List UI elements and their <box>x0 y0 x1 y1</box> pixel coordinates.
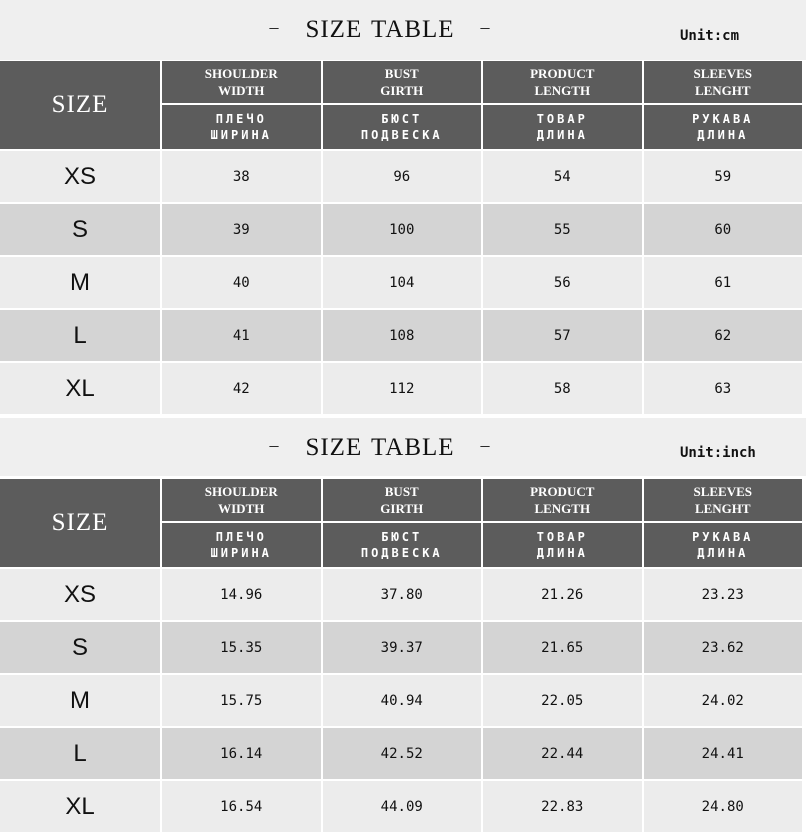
header-text-line: SHOULDER <box>204 66 278 81</box>
header-text-line: LENGHT <box>694 501 751 516</box>
header-ru-product <box>483 523 642 567</box>
title-dash-left: – <box>269 435 280 455</box>
size-cell: XS <box>0 151 160 202</box>
value-cell: 63 <box>644 363 803 414</box>
header-text-line: БЮСТ <box>381 112 423 126</box>
header-shoulder-width <box>162 479 321 521</box>
table-row <box>0 675 802 726</box>
header-text-line: GIRTH <box>380 83 424 98</box>
header-sleeves-length <box>644 61 803 103</box>
table-row <box>0 781 802 832</box>
table-row <box>0 363 802 414</box>
value-cell: 108 <box>323 310 482 361</box>
table-row <box>0 204 802 255</box>
header-text-line: WIDTH <box>218 83 265 98</box>
value-cell: 57 <box>483 310 642 361</box>
value-cell: 39 <box>162 204 321 255</box>
value-cell: 22.44 <box>483 728 642 779</box>
value-cell: 60 <box>644 204 803 255</box>
size-column-header: SIZE <box>0 61 160 149</box>
header-text-line: ДЛИНА <box>697 546 749 560</box>
value-cell: 16.54 <box>162 781 321 832</box>
table-title <box>0 16 760 44</box>
value-cell: 41 <box>162 310 321 361</box>
header-text-line: ПЛЕЧО <box>215 530 267 544</box>
header-text-line: ШИРИНА <box>210 546 272 560</box>
table-row <box>0 257 802 308</box>
header-text-line: SLEEVES <box>693 66 753 81</box>
title-dash-right: – <box>480 17 491 37</box>
header-text-line: WIDTH <box>218 501 265 516</box>
header-text-line: ПОДВЕСКА <box>360 546 443 560</box>
header-sleeves-length <box>644 479 803 521</box>
size-column-header: SIZE <box>0 479 160 567</box>
header-shoulder-width <box>162 61 321 103</box>
header-ru-shoulder <box>162 523 321 567</box>
value-cell: 44.09 <box>323 781 482 832</box>
value-cell: 40.94 <box>323 675 482 726</box>
value-cell: 42 <box>162 363 321 414</box>
size-cell: L <box>0 728 160 779</box>
title-dash-right: – <box>480 435 491 455</box>
header-text-line: БЮСТ <box>381 530 423 544</box>
header-product-length <box>483 61 642 103</box>
table-row <box>0 569 802 620</box>
title-label: SIZE TABLE <box>305 16 455 43</box>
size-cell: S <box>0 204 160 255</box>
table-row <box>0 622 802 673</box>
value-cell: 38 <box>162 151 321 202</box>
header-row-en <box>0 479 802 521</box>
header-ru-sleeves <box>644 523 803 567</box>
value-cell: 62 <box>644 310 803 361</box>
header-text-line: LENGTH <box>534 501 591 516</box>
header-text-line: ДЛИНА <box>536 546 588 560</box>
value-cell: 37.80 <box>323 569 482 620</box>
value-cell: 112 <box>323 363 482 414</box>
header-ru-sleeves <box>644 105 803 149</box>
header-text-line: BUST <box>384 66 419 81</box>
value-cell: 23.23 <box>644 569 803 620</box>
value-cell: 61 <box>644 257 803 308</box>
header-ru-product <box>483 105 642 149</box>
header-ru-bust <box>323 105 482 149</box>
size-table-inch <box>0 418 806 835</box>
header-text-line: GIRTH <box>380 501 424 516</box>
header-product-length <box>483 479 642 521</box>
size-cell: L <box>0 310 160 361</box>
table-title <box>0 434 760 462</box>
header-ru-shoulder <box>162 105 321 149</box>
value-cell: 22.05 <box>483 675 642 726</box>
title-dash-left: – <box>269 17 280 37</box>
size-cell: XS <box>0 569 160 620</box>
header-text-line: ТОВАР <box>536 112 588 126</box>
value-cell: 96 <box>323 151 482 202</box>
value-cell: 100 <box>323 204 482 255</box>
value-cell: 14.96 <box>162 569 321 620</box>
value-cell: 40 <box>162 257 321 308</box>
header-text-line: ДЛИНА <box>536 128 588 142</box>
value-cell: 15.35 <box>162 622 321 673</box>
size-table <box>0 59 804 416</box>
size-cell: M <box>0 675 160 726</box>
header-text-line: ШИРИНА <box>210 128 272 142</box>
header-bust-girth <box>323 61 482 103</box>
value-cell: 16.14 <box>162 728 321 779</box>
value-cell: 24.02 <box>644 675 803 726</box>
value-cell: 23.62 <box>644 622 803 673</box>
header-ru-bust <box>323 523 482 567</box>
size-cell: XL <box>0 781 160 832</box>
value-cell: 55 <box>483 204 642 255</box>
header-text-line: SHOULDER <box>204 484 278 499</box>
header-text-line: LENGHT <box>694 83 751 98</box>
header-text-line: ТОВАР <box>536 530 588 544</box>
value-cell: 58 <box>483 363 642 414</box>
unit-label: Unit:inch <box>680 445 756 461</box>
title-label: SIZE TABLE <box>305 434 455 461</box>
value-cell: 24.80 <box>644 781 803 832</box>
header-bust-girth <box>323 479 482 521</box>
header-text-line: PRODUCT <box>530 66 595 81</box>
header-text-line: ПОДВЕСКА <box>360 128 443 142</box>
header-text-line: PRODUCT <box>530 484 595 499</box>
table-row <box>0 151 802 202</box>
header-text-line: ПЛЕЧО <box>215 112 267 126</box>
header-text-line: ДЛИНА <box>697 128 749 142</box>
size-cell: S <box>0 622 160 673</box>
value-cell: 24.41 <box>644 728 803 779</box>
value-cell: 39.37 <box>323 622 482 673</box>
header-text-line: РУКАВА <box>692 112 754 126</box>
size-cell: M <box>0 257 160 308</box>
value-cell: 15.75 <box>162 675 321 726</box>
header-text-line: LENGTH <box>534 83 591 98</box>
header-text-line: SLEEVES <box>693 484 753 499</box>
value-cell: 21.26 <box>483 569 642 620</box>
table-row <box>0 310 802 361</box>
title-bar <box>0 0 806 60</box>
title-bar <box>0 418 806 476</box>
size-cell: XL <box>0 363 160 414</box>
table-row <box>0 728 802 779</box>
unit-label: Unit:cm <box>680 28 740 44</box>
header-text-line: РУКАВА <box>692 530 754 544</box>
value-cell: 21.65 <box>483 622 642 673</box>
header-text-line: BUST <box>384 484 419 499</box>
value-cell: 104 <box>323 257 482 308</box>
value-cell: 42.52 <box>323 728 482 779</box>
value-cell: 54 <box>483 151 642 202</box>
size-table <box>0 477 804 834</box>
value-cell: 59 <box>644 151 803 202</box>
value-cell: 22.83 <box>483 781 642 832</box>
value-cell: 56 <box>483 257 642 308</box>
header-row-en <box>0 61 802 103</box>
